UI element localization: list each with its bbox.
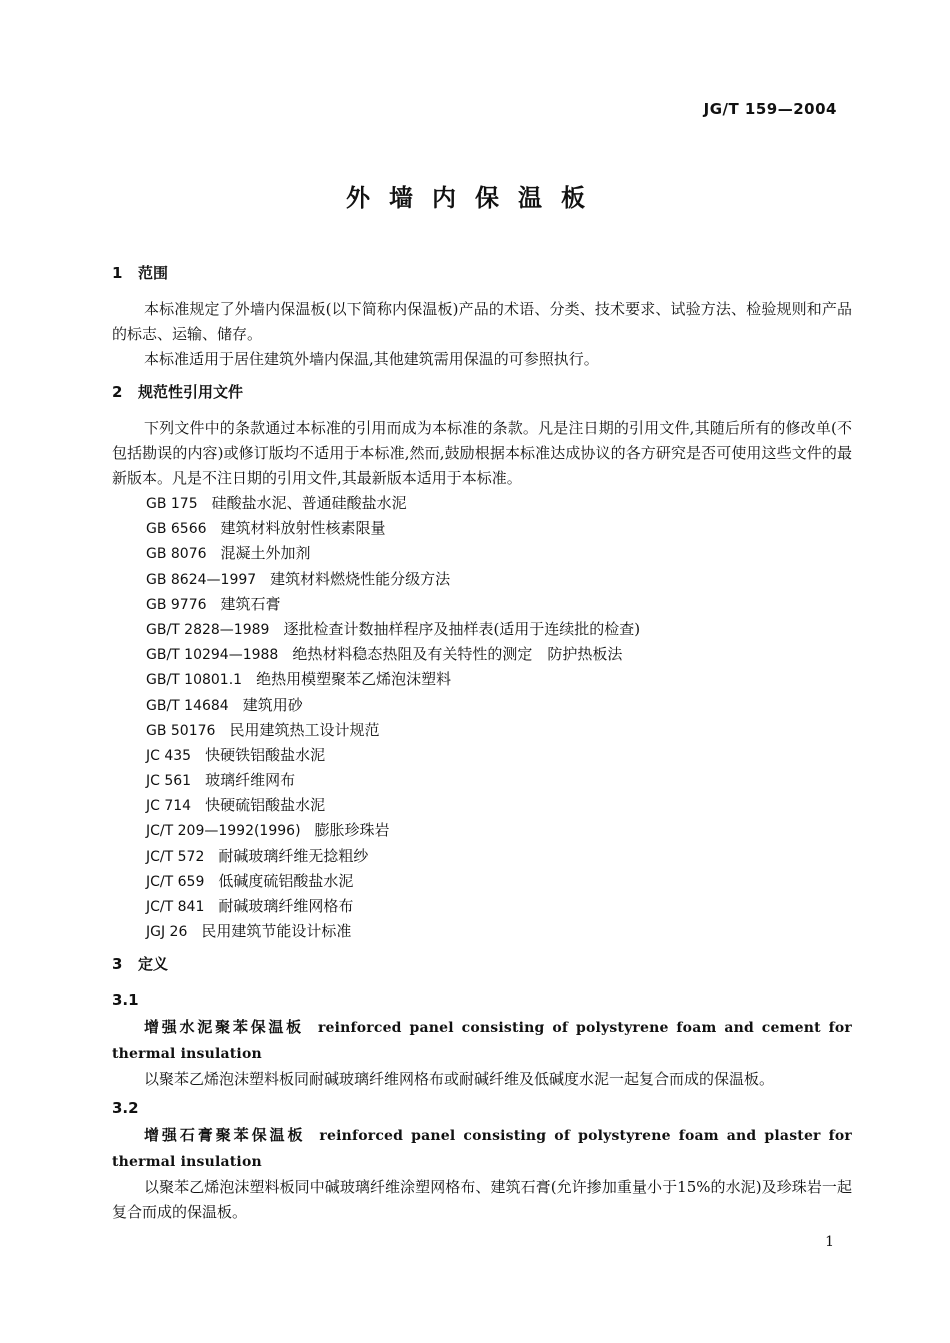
reference-code: GB 8624—1997 — [146, 571, 257, 588]
section-heading-normative-references — [112, 380, 852, 405]
page-number: 1 — [825, 1234, 834, 1250]
reference-code: GB 175 — [146, 496, 198, 512]
document-body — [112, 255, 852, 1225]
reference-code: JC/T 572 — [146, 848, 205, 865]
reference-item — [146, 541, 852, 566]
reference-title: 混凝土外加剂 — [220, 544, 311, 563]
reference-code: JC 714 — [146, 798, 192, 815]
paragraph: 下列文件中的条款通过本标准的引用而成为本标准的条款。凡是注日期的引用文件,其随后所有的修改单(不包括勘误的内容)或修订版均不适用于本标准,然而,鼓励根据本标准达成协议的各方研究是否可使用这些文件的最新版本。凡是不注日期的引用文件,其最新版本适用于本标准。 — [112, 419, 852, 487]
reference-title: 绝热用模塑聚苯乙烯泡沫塑料 — [256, 670, 452, 689]
section-title: 规范性引用文件 — [138, 383, 244, 401]
clause-number: 3.1 — [112, 991, 139, 1010]
reference-item — [146, 592, 852, 617]
reference-code: GB 50176 — [146, 722, 216, 739]
reference-code: JC/T 841 — [146, 899, 205, 915]
reference-title: 快硬硫铝酸盐水泥 — [205, 796, 326, 815]
reference-item — [146, 793, 852, 818]
reference-item — [146, 919, 852, 944]
page-title: 外墙内保温板 — [346, 184, 604, 212]
section-title: 定义 — [138, 955, 169, 974]
reference-title: 民用建筑节能设计标准 — [201, 922, 352, 941]
reference-title: 硅酸盐水泥、普通硅酸盐水泥 — [211, 494, 407, 512]
term-chinese: 增强水泥聚苯保温板 — [144, 1018, 304, 1037]
reference-item — [146, 894, 852, 919]
reference-title: 膨胀珍珠岩 — [314, 821, 390, 840]
section-number: 2 — [112, 383, 123, 401]
section-title: 范围 — [138, 264, 169, 282]
reference-item — [146, 693, 852, 718]
reference-code: GB/T 2828—1989 — [146, 621, 270, 638]
term-definition: 以聚苯乙烯泡沫塑料板同中碱玻璃纤维涂塑网格布、建筑石膏(允许掺加重量小于15%的水泥)及珍珠岩一起复合而成的保温板。 — [112, 1178, 852, 1222]
reference-item — [146, 516, 852, 541]
reference-code: JC/T 659 — [146, 873, 205, 890]
term-entry — [112, 1015, 852, 1067]
reference-title: 建筑石膏 — [220, 594, 281, 613]
reference-item — [146, 567, 852, 592]
reference-title: 民用建筑热工设计规范 — [229, 720, 380, 739]
term-english: reinforced panel consisting of polystyrene foam and plaster for thermal insulation — [112, 1128, 852, 1171]
reference-code: JC 435 — [146, 747, 192, 764]
reference-title: 建筑材料放射性核素限量 — [220, 519, 386, 538]
reference-title: 建筑用砂 — [242, 695, 303, 714]
reference-code: JC 561 — [146, 773, 192, 790]
section-heading-definitions — [112, 952, 852, 977]
reference-title: 绝热材料稳态热阻及有关特性的测定 防护热板法 — [292, 645, 623, 664]
section-number: 1 — [112, 264, 123, 282]
reference-item — [146, 642, 852, 667]
paragraph: 本标准规定了外墙内保温板(以下简称内保温板)产品的术语、分类、技术要求、试验方法、检验规则和产品的标志、运输、储存。 — [112, 300, 852, 343]
section-number: 3 — [112, 955, 123, 974]
paragraph: 本标准适用于居住建筑外墙内保温,其他建筑需用保温的可参照执行。 — [144, 350, 599, 368]
term-definition: 以聚苯乙烯泡沫塑料板同耐碱玻璃纤维网格布或耐碱纤维及低碱度水泥一起复合而成的保温板。 — [144, 1070, 775, 1089]
reference-code: GB 8076 — [146, 546, 207, 563]
reference-title: 玻璃纤维网布 — [205, 771, 296, 790]
reference-code: GB/T 14684 — [146, 697, 229, 714]
reference-item — [146, 818, 852, 843]
reference-title: 逐批检查计数抽样程序及抽样表(适用于连续批的检查) — [283, 619, 641, 638]
reference-code: GB 9776 — [146, 596, 207, 613]
reference-item — [146, 768, 852, 793]
reference-title: 低碱度硫铝酸盐水泥 — [218, 871, 354, 890]
term-chinese: 增强石膏聚苯保温板 — [144, 1126, 306, 1145]
reference-item — [146, 718, 852, 743]
reference-item — [146, 743, 852, 768]
reference-title: 耐碱玻璃纤维网格布 — [218, 897, 354, 915]
reference-list — [112, 491, 852, 944]
reference-code: GB/T 10801.1 — [146, 672, 243, 689]
reference-item — [146, 869, 852, 894]
standard-code: JG/T 159—2004 — [703, 100, 837, 118]
reference-item — [146, 667, 852, 692]
section-heading-scope — [112, 261, 852, 286]
term-english: reinforced panel consisting of polystyrene foam and cement for thermal insulation — [112, 1020, 852, 1063]
reference-item — [146, 844, 852, 869]
reference-item — [146, 491, 852, 516]
reference-code: GB/T 10294—1988 — [146, 647, 279, 664]
reference-code: GB 6566 — [146, 521, 207, 538]
reference-item — [146, 617, 852, 642]
reference-code: JGJ 26 — [146, 924, 188, 941]
term-entry — [112, 1123, 852, 1175]
reference-code: JC/T 209—1992(1996) — [146, 823, 301, 840]
clause-number: 3.2 — [112, 1099, 139, 1118]
reference-title: 快硬铁铝酸盐水泥 — [205, 745, 326, 764]
reference-title: 耐碱玻璃纤维无捻粗纱 — [218, 846, 369, 865]
reference-title: 建筑材料燃烧性能分级方法 — [270, 569, 451, 588]
